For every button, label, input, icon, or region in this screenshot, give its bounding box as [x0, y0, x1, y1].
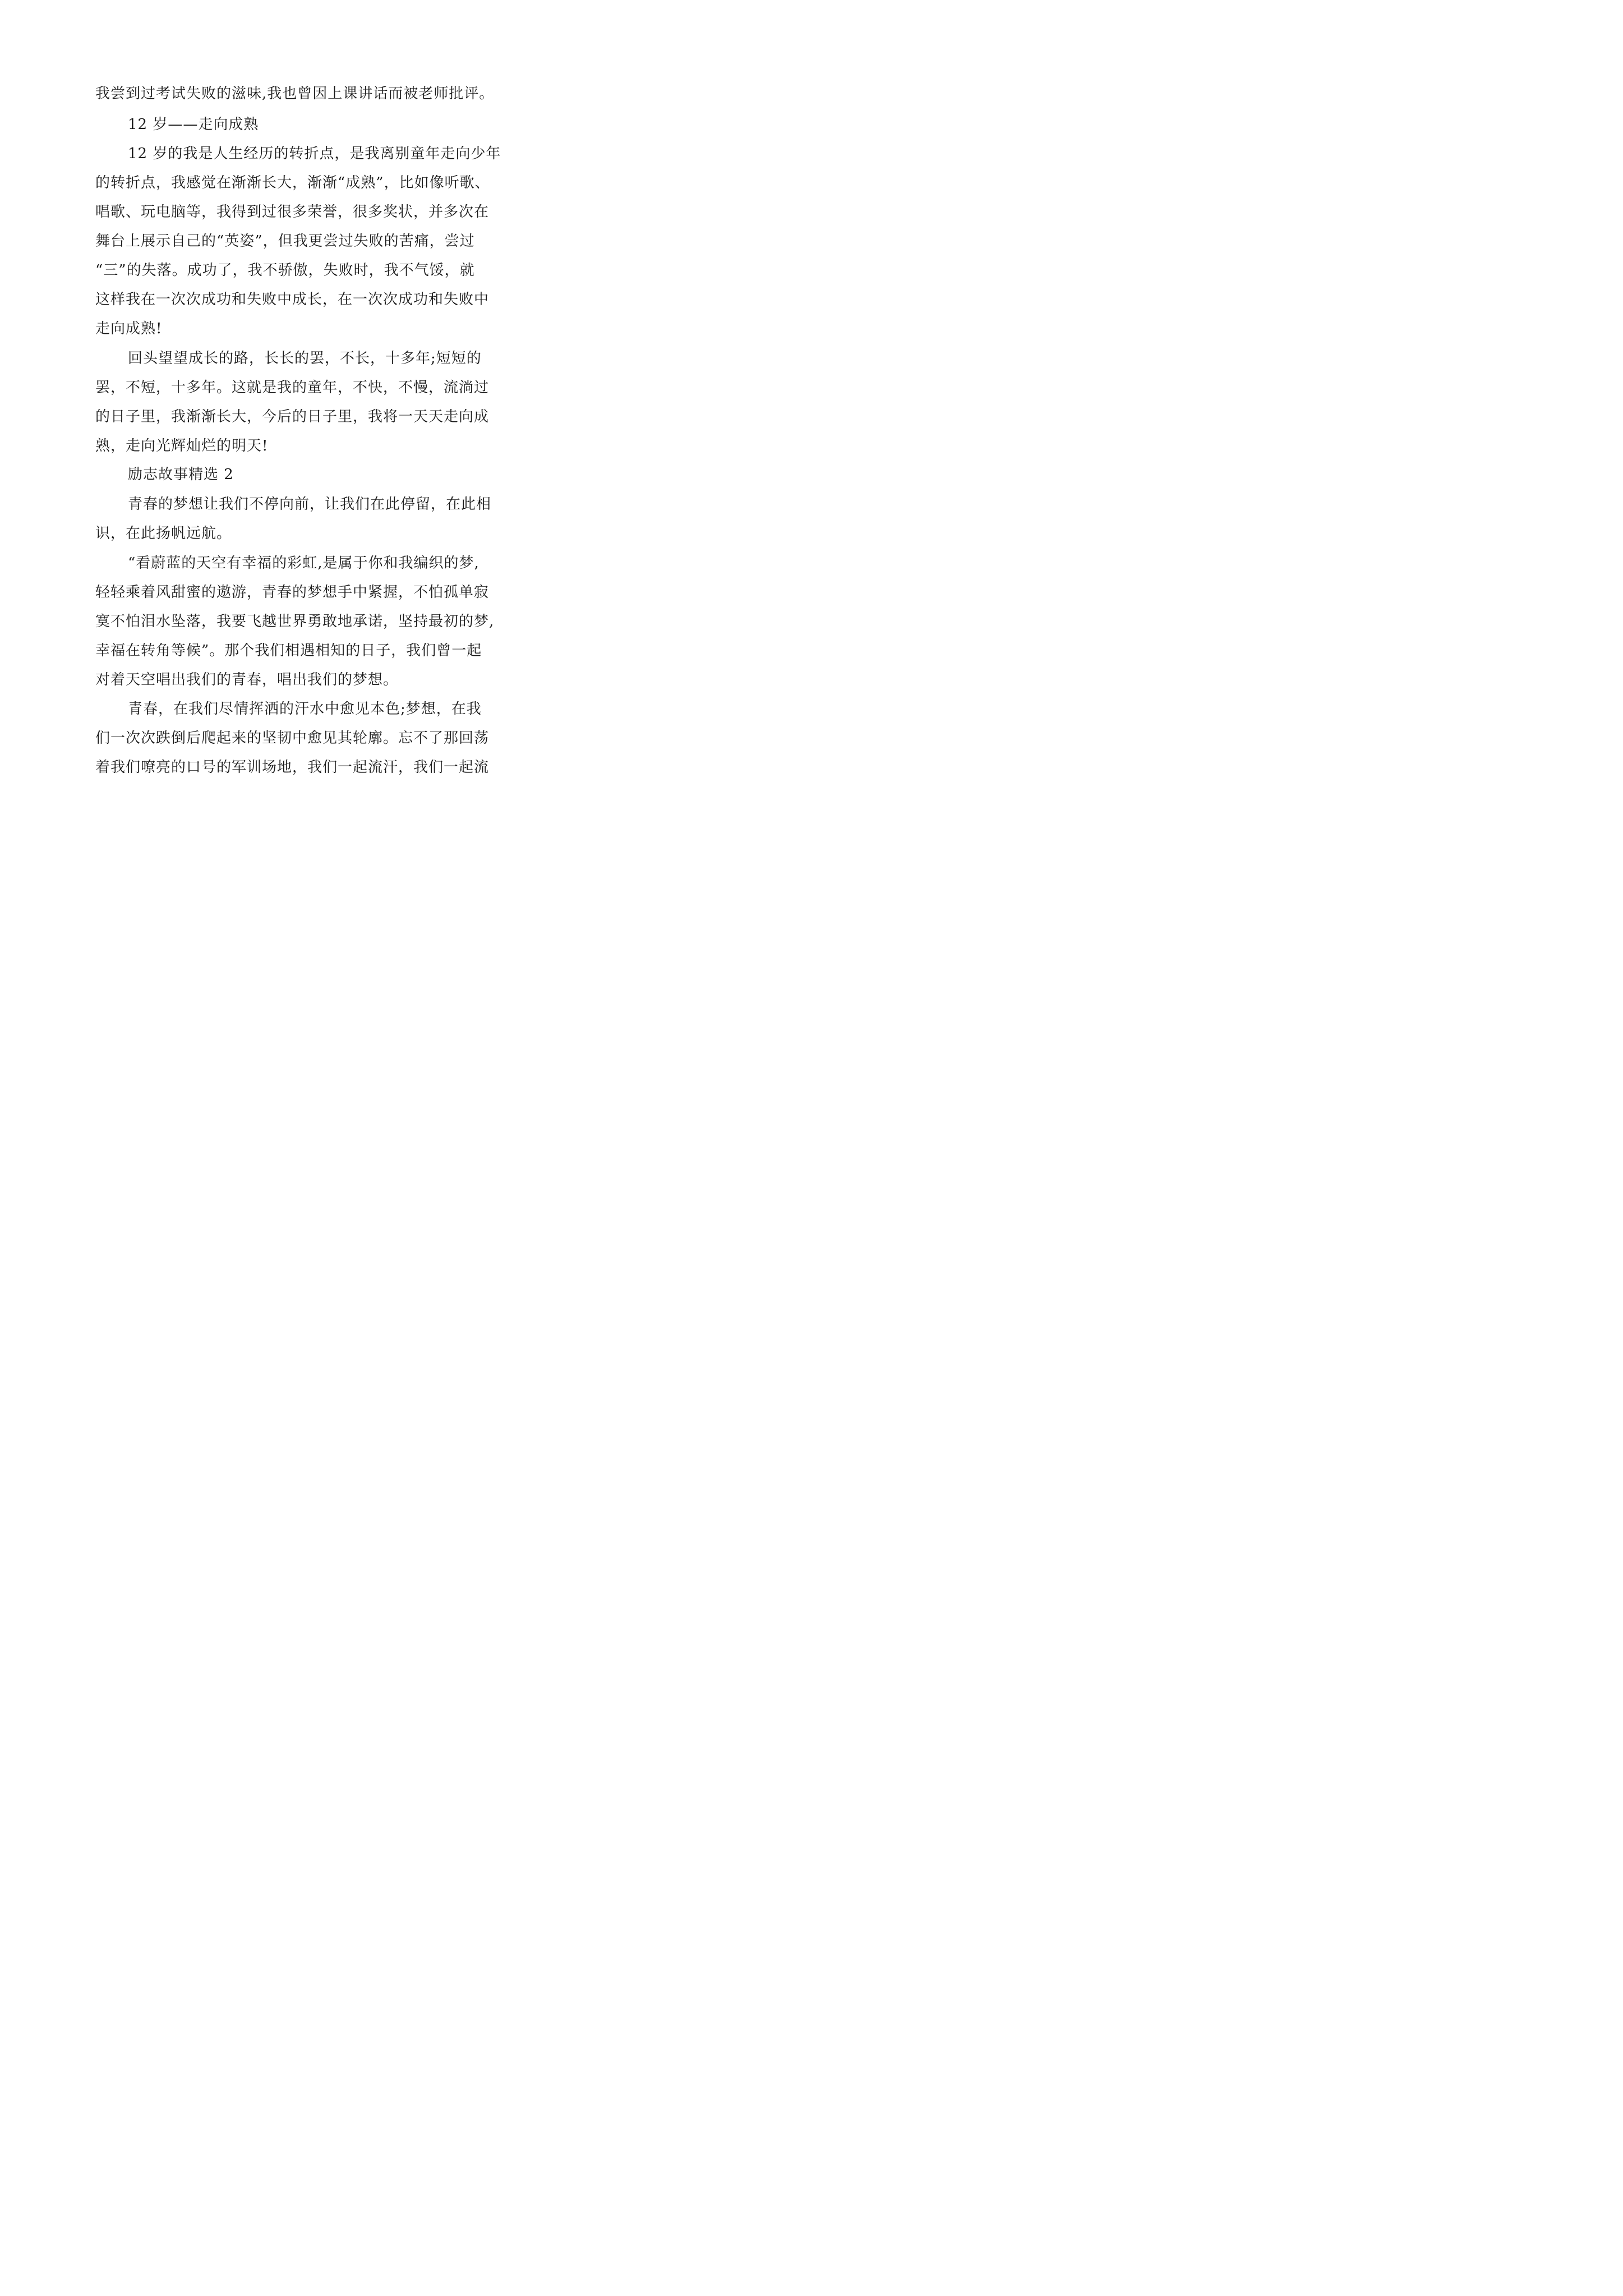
text-line: 青春的梦想让我们不停向前，让我们在此停留，在此相 — [128, 496, 492, 513]
section-heading: 12 岁——走向成熟 — [128, 116, 259, 133]
text-line: 回头望望成长的路，长长的罢，不长，十多年;短短的 — [128, 350, 482, 367]
section-heading: 励志故事精选 2 — [128, 466, 234, 483]
text-line: 着我们嘹亮的口号的军训场地，我们一起流汗，我们一起流 — [95, 759, 490, 776]
text-line: 轻轻乘着风甜蜜的遨游，青春的梦想手中紧握，不怕孤单寂 — [95, 584, 490, 601]
text-line: 的转折点，我感觉在渐渐长大，渐渐“成熟”，比如像听歌、 — [95, 174, 490, 191]
text-line: 们一次次跌倒后爬起来的坚韧中愈见其轮廓。忘不了那回荡 — [95, 730, 490, 747]
text-line: 走向成熟! — [95, 320, 163, 337]
text-line: 幸福在转角等候”。那个我们相遇相知的日子，我们曾一起 — [95, 642, 482, 659]
text-line: 熟，走向光辉灿烂的明天! — [95, 438, 269, 454]
text-line: 唱歌、玩电脑等，我得到过很多荣誉，很多奖状，并多次在 — [95, 204, 490, 220]
text-line: 这样我在一次次成功和失败中成长，在一次次成功和失败中 — [95, 291, 490, 308]
text-line: 罢，不短，十多年。这就是我的童年，不快，不慢，流淌过 — [95, 379, 490, 396]
text-line: 识，在此扬帆远航。 — [95, 525, 232, 542]
text-line: 寞不怕泪水坠落，我要飞越世界勇敢地承诺，坚持最初的梦, — [95, 613, 495, 630]
text-line: 对着天空唱出我们的青春，唱出我们的梦想。 — [95, 671, 399, 688]
document-page — [0, 0, 623, 880]
text-line: 青春，在我们尽情挥洒的汗水中愈见本色;梦想，在我 — [128, 701, 482, 717]
text-line: “看蔚蓝的天空有幸福的彩虹,是属于你和我编织的梦, — [128, 555, 479, 572]
text-line: 我尝到过考试失败的滋味,我也曾因上课讲话而被老师批评。 — [95, 85, 495, 102]
text-line: 12 岁的我是人生经历的转折点，是我离别童年走向少年 — [128, 145, 501, 162]
text-line: 的日子里，我渐渐长大，今后的日子里，我将一天天走向成 — [95, 408, 490, 425]
text-line: 舞台上展示自己的“英姿”，但我更尝过失败的苦痛，尝过 — [95, 233, 475, 250]
text-line: “三”的失落。成功了，我不骄傲，失败时，我不气馁，就 — [95, 262, 475, 279]
